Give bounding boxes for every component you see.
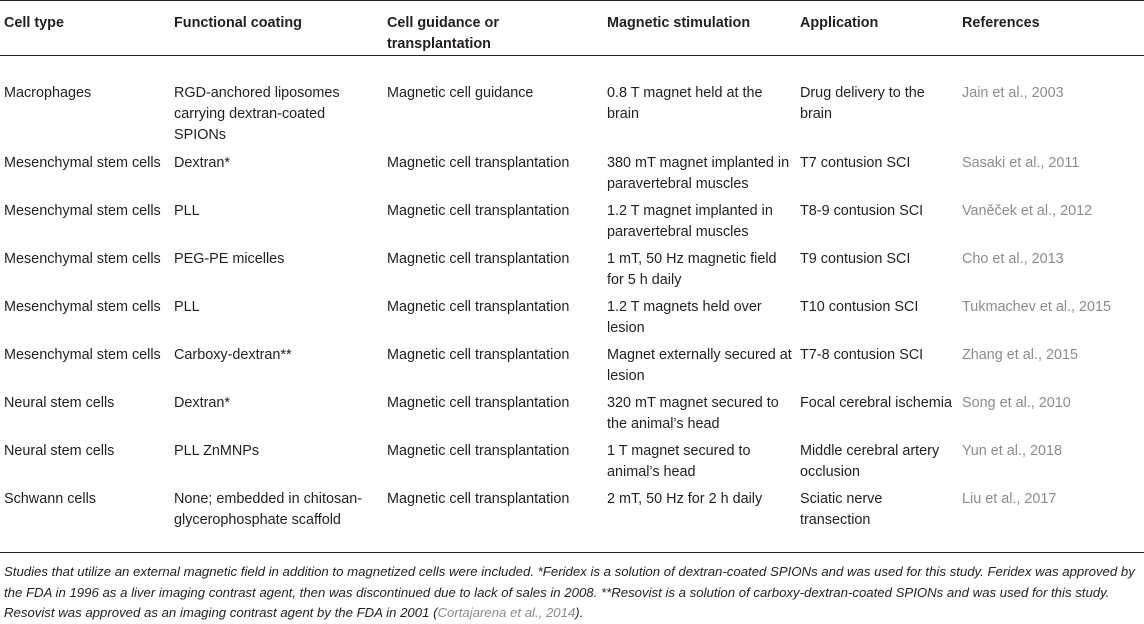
magnetic-stimulation: 1.2 T magnet implanted in paravertebral muscles	[607, 202, 773, 240]
functional-coating: None; embedded in chitosan-glycerophosphate scaffold	[170, 484, 383, 553]
cell-guidance: Magnetic cell guidance	[387, 85, 534, 101]
magnetic-stimulation: 320 mT magnet secured to the animal’s head	[607, 394, 779, 432]
table-row	[0, 340, 1144, 388]
cell-type: Mesenchymal stem cells	[4, 202, 161, 219]
header-row	[0, 1, 1144, 56]
reference-link[interactable]: Song et al., 2010	[962, 394, 1071, 411]
table-row	[0, 148, 1144, 196]
header-references: References	[958, 1, 1144, 56]
table-row	[0, 436, 1144, 484]
cell-type: Macrophages	[4, 85, 92, 101]
footnote-end: ).	[575, 605, 584, 620]
magnetic-stimulation: 2 mT, 50 Hz for 2 h daily	[603, 484, 796, 553]
cell-type: Mesenchymal stem cells	[4, 250, 161, 267]
application: Focal cerebral ischemia	[800, 394, 952, 411]
functional-coating: RGD-anchored liposomes carrying dextran-coated SPIONs	[174, 85, 340, 143]
header-cell-guidance: Cell guidance or transplantation	[383, 1, 603, 56]
reference-link[interactable]: Zhang et al., 2015	[962, 346, 1079, 363]
reference-link[interactable]: Jain et al., 2003	[962, 85, 1064, 101]
reference-link[interactable]: Liu et al., 2017	[958, 484, 1144, 553]
header-functional-coating: Functional coating	[170, 1, 383, 56]
functional-coating: PLL	[174, 202, 200, 219]
table-footnote	[4, 562, 1142, 624]
functional-coating: Dextran*	[174, 154, 230, 171]
functional-coating: PEG-PE micelles	[174, 250, 285, 267]
cell-type: Schwann cells	[0, 484, 170, 553]
application: Middle cerebral artery occlusion	[800, 442, 940, 480]
cell-guidance: Magnetic cell transplantation	[383, 484, 603, 553]
magnetic-stimulation: 0.8 T magnet held at the brain	[607, 85, 763, 122]
table-row	[0, 292, 1144, 340]
magnetic-stimulation: 1.2 T magnets held over lesion	[607, 298, 762, 336]
reference-link[interactable]: Vaněček et al., 2012	[962, 202, 1093, 219]
reference-link[interactable]: Cho et al., 2013	[962, 250, 1064, 267]
magnetic-stimulation: 380 mT magnet implanted in paravertebral muscles	[607, 154, 790, 192]
application: T10 contusion SCI	[800, 298, 919, 315]
table-row	[0, 484, 1144, 553]
footnote-citation-link[interactable]: Cortajarena et al., 2014	[437, 605, 576, 620]
functional-coating: PLL ZnMNPs	[174, 442, 260, 459]
reference-link[interactable]: Sasaki et al., 2011	[962, 154, 1080, 171]
magnetic-stimulation: 1 mT, 50 Hz magnetic field for 5 h daily	[607, 250, 777, 288]
magnetic-stimulation: 1 T magnet secured to animal’s head	[607, 442, 751, 480]
application: Drug delivery to the brain	[800, 85, 925, 122]
reference-link[interactable]: Tukmachev et al., 2015	[962, 298, 1112, 315]
cell-guidance: Magnetic cell transplantation	[387, 250, 570, 267]
magnetic-stimulation: Magnet externally secured at lesion	[607, 346, 792, 384]
header-application: Application	[796, 1, 958, 56]
header-cell-type: Cell type	[0, 1, 170, 56]
cell-type: Neural stem cells	[4, 394, 115, 411]
cell-type: Mesenchymal stem cells	[4, 346, 161, 363]
table-header	[0, 1, 1144, 56]
application: T8-9 contusion SCI	[800, 202, 924, 219]
application: T7 contusion SCI	[800, 154, 911, 171]
functional-coating: Dextran*	[174, 394, 230, 411]
cell-guidance: Magnetic cell transplantation	[387, 346, 570, 363]
cell-guidance: Magnetic cell transplantation	[387, 202, 570, 219]
footnote-text: Studies that utilize an external magnetic field in addition to magnetized cells were included. *Feridex is a solution of dextran-coated SPIONs and was used for this study. Feridex was approved by the FDA in 1996 as a liver imaging contrast agent, then was discontinued due to lack of sales in 2008. **Resovist is a solution of carboxy-dextran-coated SPIONs and was used for this study. Resovist was approved as an imaging contrast agent by the FDA in 2001 (	[4, 564, 1135, 620]
table-row	[0, 56, 1144, 148]
application: T9 contusion SCI	[800, 250, 911, 267]
cell-guidance: Magnetic cell transplantation	[387, 442, 570, 459]
cell-type: Neural stem cells	[4, 442, 115, 459]
cell-type: Mesenchymal stem cells	[4, 298, 161, 315]
cell-guidance: Magnetic cell transplantation	[387, 154, 570, 171]
table-row	[0, 244, 1144, 292]
table-row	[0, 388, 1144, 436]
reference-link[interactable]: Yun et al., 2018	[962, 442, 1063, 459]
cell-guidance: Magnetic cell transplantation	[387, 394, 570, 411]
functional-coating: Carboxy-dextran**	[174, 346, 292, 363]
table-row	[0, 196, 1144, 244]
header-magnetic-stimulation: Magnetic stimulation	[603, 1, 796, 56]
cell-type: Mesenchymal stem cells	[4, 154, 161, 171]
application: Sciatic nerve transection	[796, 484, 958, 553]
cell-guidance: Magnetic cell transplantation	[387, 298, 570, 315]
functional-coating: PLL	[174, 298, 200, 315]
table-body	[0, 56, 1144, 553]
application: T7-8 contusion SCI	[800, 346, 924, 363]
